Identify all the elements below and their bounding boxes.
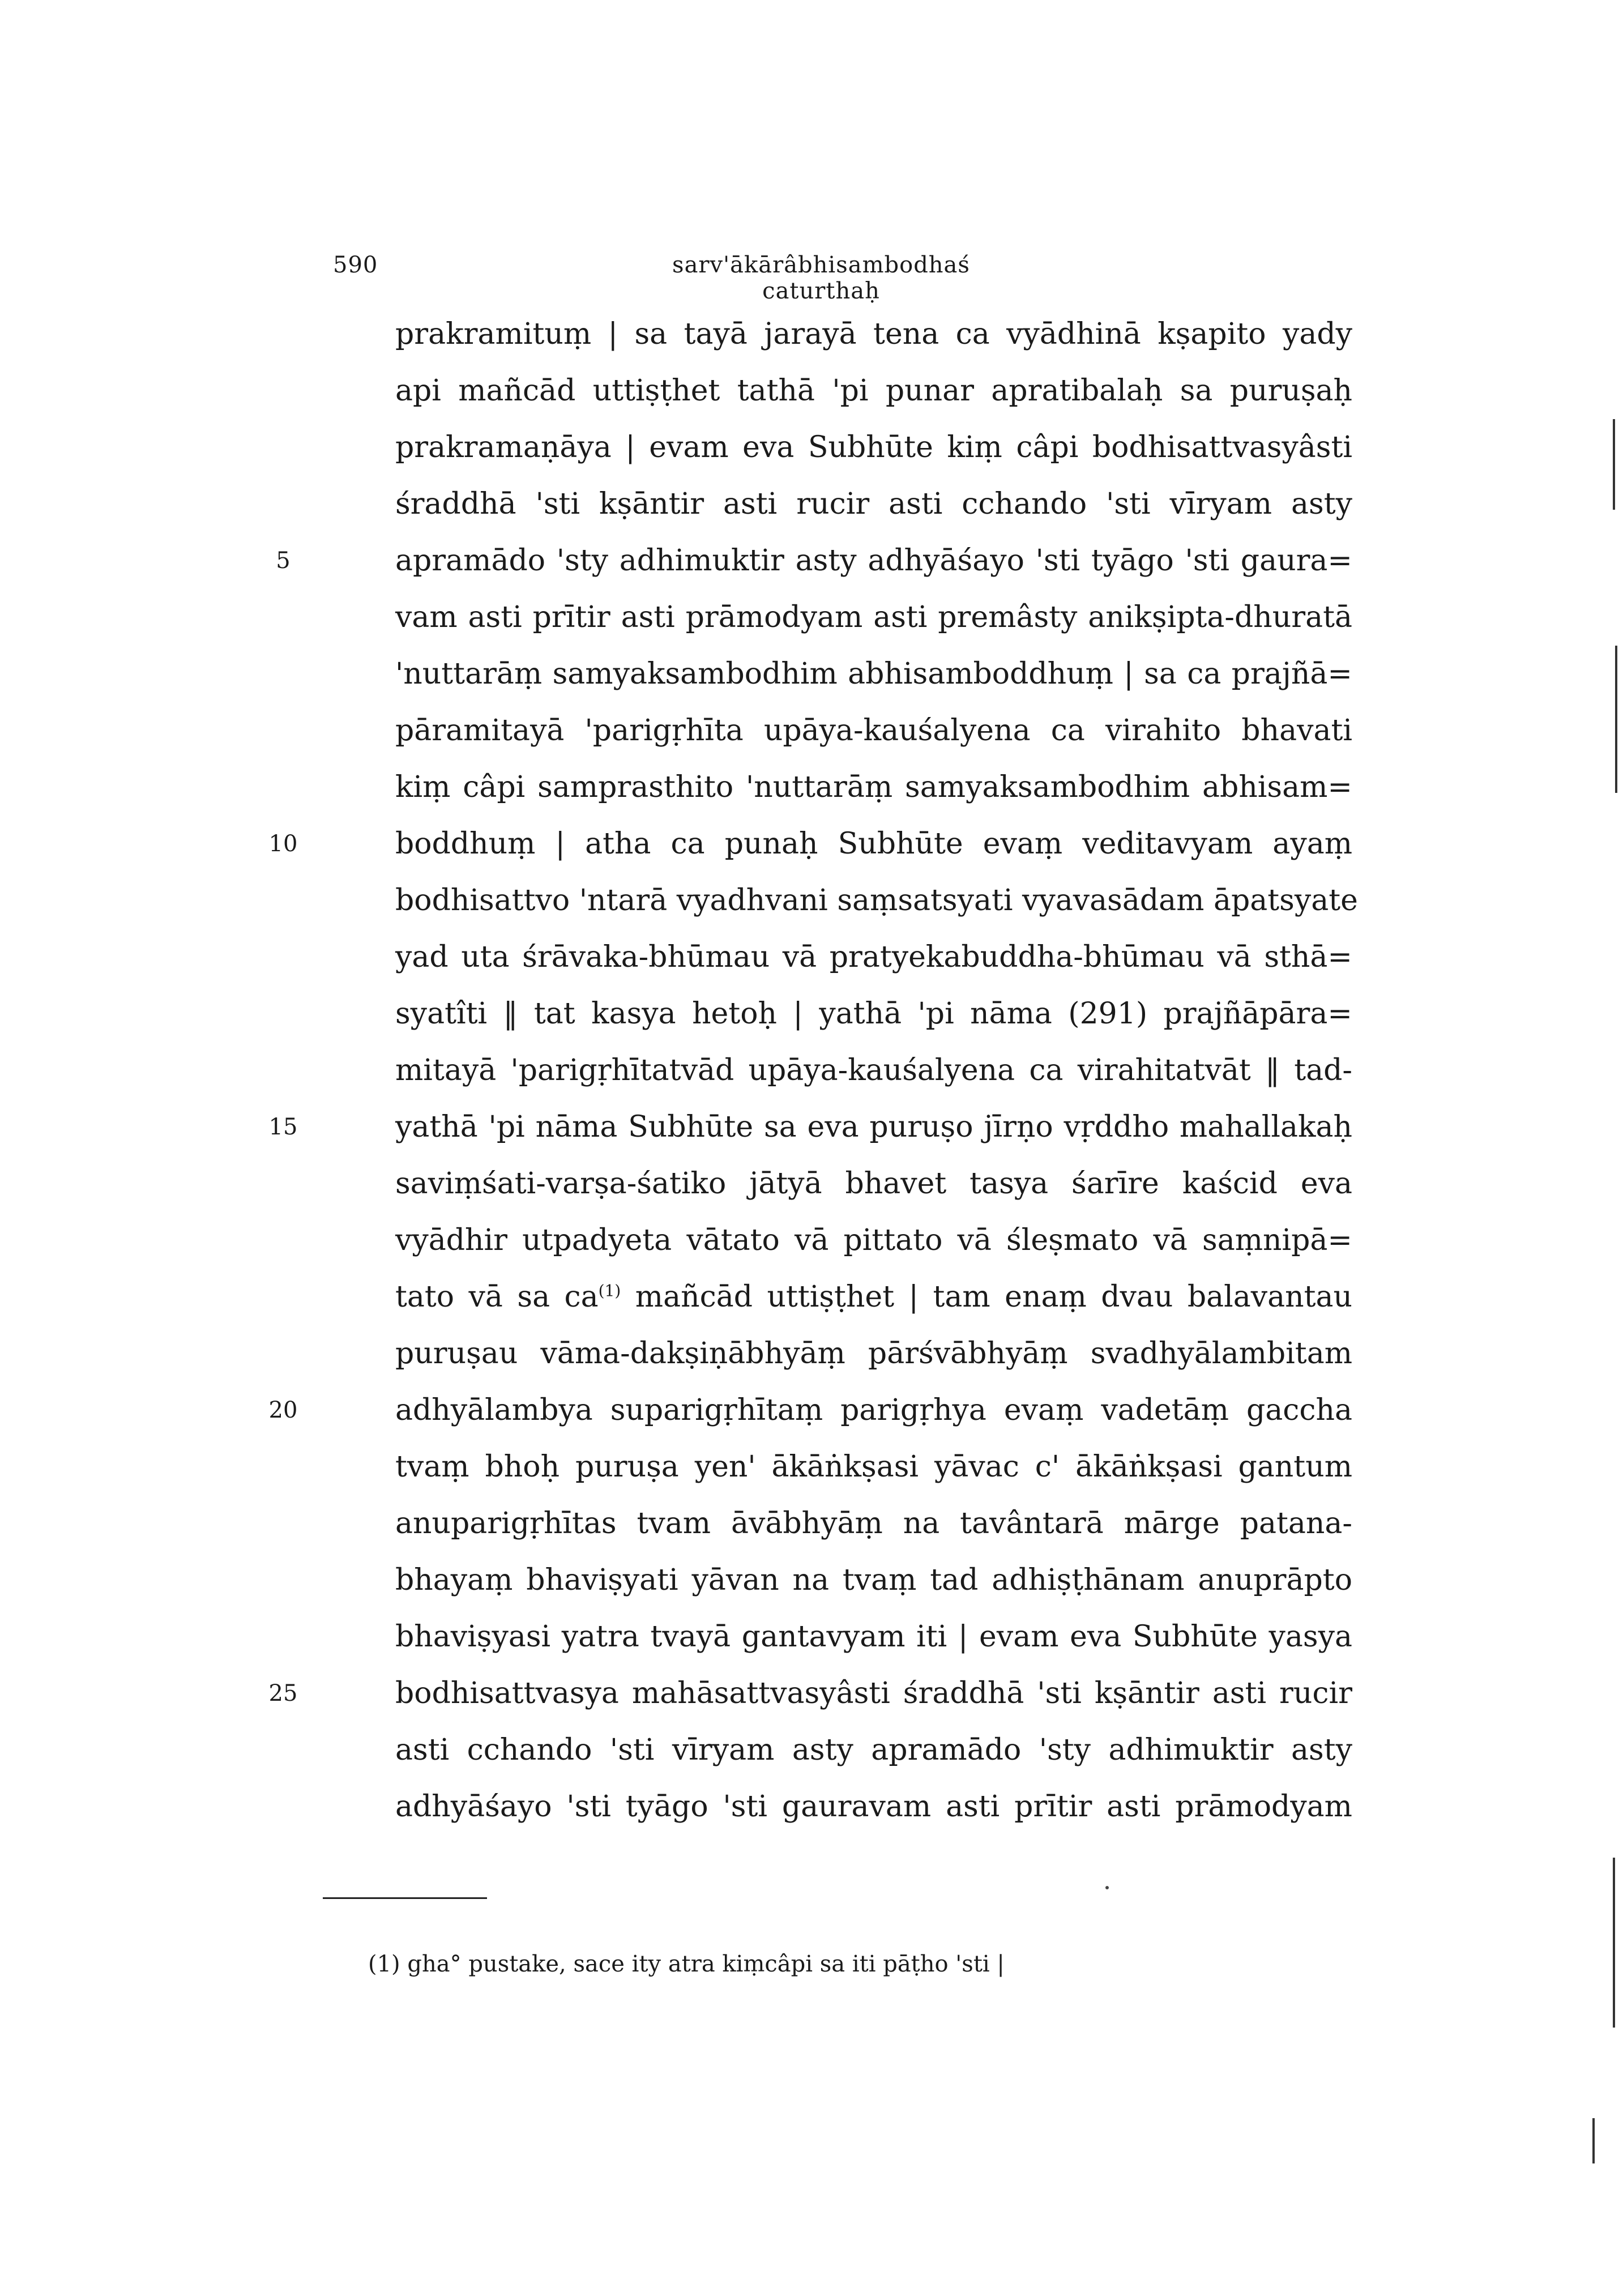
line-number: 15 <box>268 1114 298 1140</box>
line-number: 5 <box>276 548 291 574</box>
text-line: bodhisattvasya mahāsattvasyâsti śraddhā 'sti kṣāntir asti rucir <box>395 1676 1352 1710</box>
scan-speck <box>1105 1886 1109 1889</box>
text-segment: mañcād uttiṣṭhet | tam enaṃ dvau balavantau <box>635 1280 1352 1314</box>
line-number: 25 <box>268 1680 298 1706</box>
text-line: adhyāśayo 'sti tyāgo 'sti gauravam asti prītir asti prāmodyam <box>395 1790 1352 1824</box>
text-line: vyādhir utpadyeta vātato vā pittato vā śleṣmato vā saṃnipā= <box>395 1223 1352 1257</box>
line-number: 10 <box>268 831 298 857</box>
footnote <box>368 1951 1005 1977</box>
text-line: 'nuttarāṃ samyaksambodhim abhisamboddhuṃ | sa ca prajñā= <box>395 657 1352 691</box>
text-line-with-footnote-mark <box>395 1269 1352 1325</box>
text-line: bhayaṃ bhaviṣyati yāvan na tvaṃ tad adhiṣṭhānam anuprāpto <box>395 1563 1352 1597</box>
text-line: saviṃśati-varṣa-śatiko jātyā bhavet tasya śarīre kaścid eva <box>395 1167 1352 1201</box>
text-line: boddhuṃ | atha ca punaḥ Subhūte evaṃ veditavyam ayaṃ <box>395 827 1352 861</box>
page-header <box>0 252 1623 304</box>
scan-edge-mark <box>1613 1858 1615 2028</box>
text-line: adhyālambya suparigṛhītaṃ parigṛhya evaṃ vadetāṃ gaccha <box>395 1393 1352 1427</box>
line-number: 20 <box>268 1397 298 1423</box>
text-line: śraddhā 'sti kṣāntir asti rucir asti cchando 'sti vīryam asty <box>395 487 1352 521</box>
text-line: bodhisattvo 'ntarā vyadhvani saṃsatsyati vyavasādam āpatsyate <box>395 884 1358 917</box>
text-line: tvaṃ bhoḥ puruṣa yen' ākāṅkṣasi yāvac c' ākāṅkṣasi gantum <box>395 1450 1352 1484</box>
text-line: pāramitayā 'parigṛhīta upāya-kauśalyena ca virahito bhavati <box>395 714 1352 748</box>
text-line: prakramituṃ | sa tayā jarayā tena ca vyādhinā kṣapito yady <box>395 317 1352 351</box>
text-line: puruṣau vāma-dakṣiṇābhyāṃ pārśvābhyāṃ svadhyālambitam <box>395 1337 1352 1371</box>
scan-edge-mark <box>1592 2118 1595 2163</box>
text-line: anuparigṛhītas tvam āvābhyāṃ na tavântarā mārge patana- <box>395 1507 1352 1540</box>
text-line: vam asti prītir asti prāmodyam asti premâsty anikṣipta-dhuratā <box>395 600 1352 634</box>
text-segment: tato vā sa ca <box>395 1280 599 1314</box>
footnote-text: gha° pustake, sace ity atra kiṃcâpi sa iti pāṭho 'sti | <box>407 1951 1005 1977</box>
footnote-reference: (1) <box>598 1281 621 1300</box>
footnote-mark: (1) <box>368 1951 400 1977</box>
text-line: prakramaṇāya | evam eva Subhūte kiṃ câpi bodhisattvasyâsti <box>395 430 1352 464</box>
text-line: api mañcād uttiṣṭhet tathā 'pi punar apratibalaḥ sa puruṣaḥ <box>395 374 1352 408</box>
page-number: 590 <box>333 252 378 278</box>
text-line: kiṃ câpi samprasthito 'nuttarāṃ samyaksambodhim abhisam= <box>395 770 1352 804</box>
text-line: bhaviṣyasi yatra tvayā gantavyam iti | evam eva Subhūte yasya <box>395 1620 1352 1654</box>
text-line: apramādo 'sty adhimuktir asty adhyāśayo 'sti tyāgo 'sti gaura= <box>395 544 1352 578</box>
scan-edge-mark <box>1615 646 1617 793</box>
text-line: syatîti ‖ tat kasya hetoḥ | yathā 'pi nāma (291) prajñāpāra= <box>395 997 1352 1031</box>
footnote-rule <box>323 1897 487 1899</box>
text-line: asti cchando 'sti vīryam asty apramādo 'sty adhimuktir asty <box>395 1733 1352 1767</box>
running-head: sarv'ākārâbhisambodhaś caturthaḥ <box>672 252 970 304</box>
text-line: yathā 'pi nāma Subhūte sa eva puruṣo jīrṇo vṛddho mahallakaḥ <box>395 1110 1352 1144</box>
text-line: yad uta śrāvaka-bhūmau vā pratyekabuddha-bhūmau vā sthā= <box>395 940 1352 974</box>
scan-edge-mark <box>1613 419 1615 510</box>
text-line: mitayā 'parigṛhītatvād upāya-kauśalyena ca virahitatvāt ‖ tad- <box>395 1053 1352 1087</box>
